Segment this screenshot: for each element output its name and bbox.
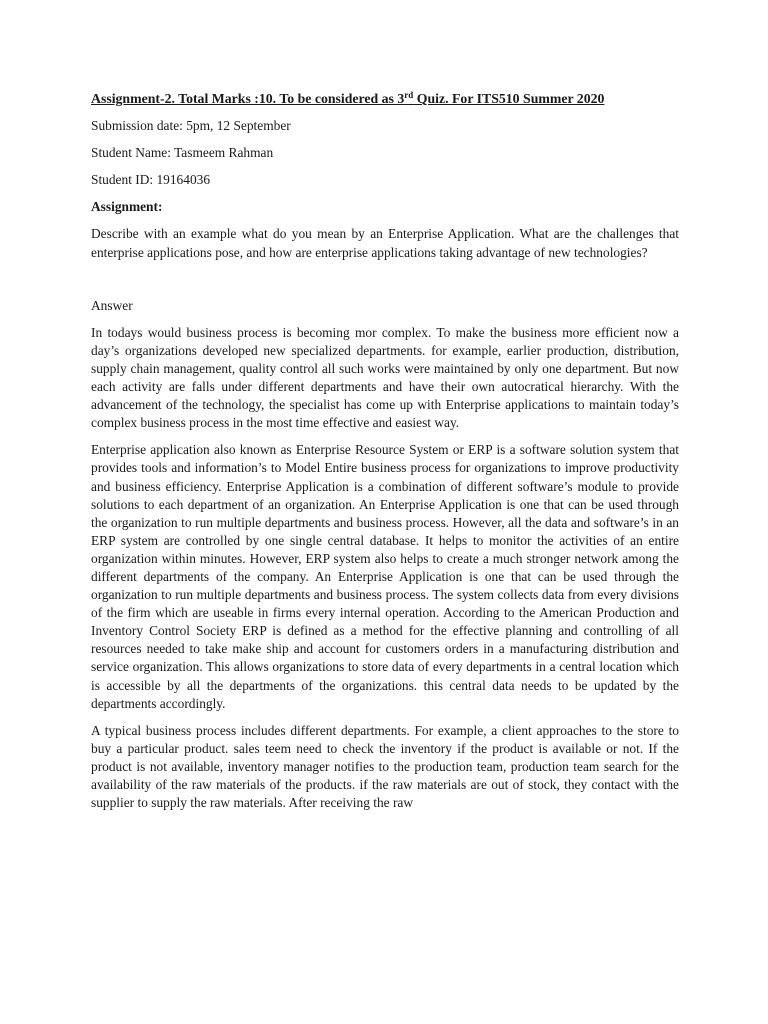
assignment-question: Describe with an example what do you mean by an Enterprise Application. What are the challenges that enterprise applications pose, and how are enterprise applications taking advantage of new technologies? (91, 226, 679, 260)
student-name: Student Name: Tasmeem Rahman (91, 145, 274, 161)
title-text-part2: Quiz. For ITS510 Summer 2020 (413, 91, 605, 106)
answer-label: Answer (91, 297, 133, 313)
answer-paragraph-3: A typical business process includes different departments. For example, a client approaches to the store to buy a particular product. sales teem need to check the inventory if the product is available or not. If the product is not available, inventory manager notifies to the production team, production team search for the availability of the raw materials of the products. if the raw materials are out of stock, they contact with the supplier to supply the raw materials. After receiving the raw (91, 722, 679, 811)
title-superscript: rd (404, 90, 414, 100)
student-id: Student ID: 19164036 (91, 172, 211, 188)
submission-date: Submission date: 5pm, 12 September (91, 118, 291, 134)
assignment-heading: Assignment: (91, 199, 163, 215)
document-title (91, 90, 679, 108)
spacer (91, 271, 679, 297)
answer-paragraph-1: In todays would business process is becoming mor complex. To make the business more efficient now a day’s organizations developed new specialized departments. for example, earlier production, distribution, supply chain management, quality control all such works were maintained by only one department. But now each activity are falls under different departments and have their own autocratical hierarchy. With the advancement of the technology, the specialist has come up with Enterprise applications to maintain today’s complex business process in the most time effective and easiest way. (91, 324, 679, 431)
title-text-part1: Assignment-2. Total Marks :10. To be considered as 3 (91, 91, 405, 106)
document-page (91, 90, 679, 821)
answer-paragraph-2: Enterprise application also known as Enterprise Resource System or ERP is a software solution system that provides tools and information’s to Model Entire business process for organizations to improve productivity and business efficiency. Enterprise Application is a combination of different software’s module to provide solutions to each department of an organization. An Enterprise Application is one that can be used through the organization to run multiple departments and business process. However, all the data and software’s in an ERP system are controlled by one single central database. It helps to monitor the activities of an entire organization within minutes. However, ERP system also helps to create a much stronger network among the different departments of the company. An Enterprise Application is one that can be used through the organization to run multiple departments and business process. The system collects data from every divisions of the firm which are useable in firms every internal operation. According to the American Production and Inventory Control Society ERP is defined as a method for the effective planning and controlling of all resources needed to take make ship and account for customers orders in a manufacturing distribution and service organization. This allows organizations to store data of every departments in a central location which is accessible by all the departments of the organizations. this central data needs to be updated by the departments accordingly. (91, 442, 679, 711)
